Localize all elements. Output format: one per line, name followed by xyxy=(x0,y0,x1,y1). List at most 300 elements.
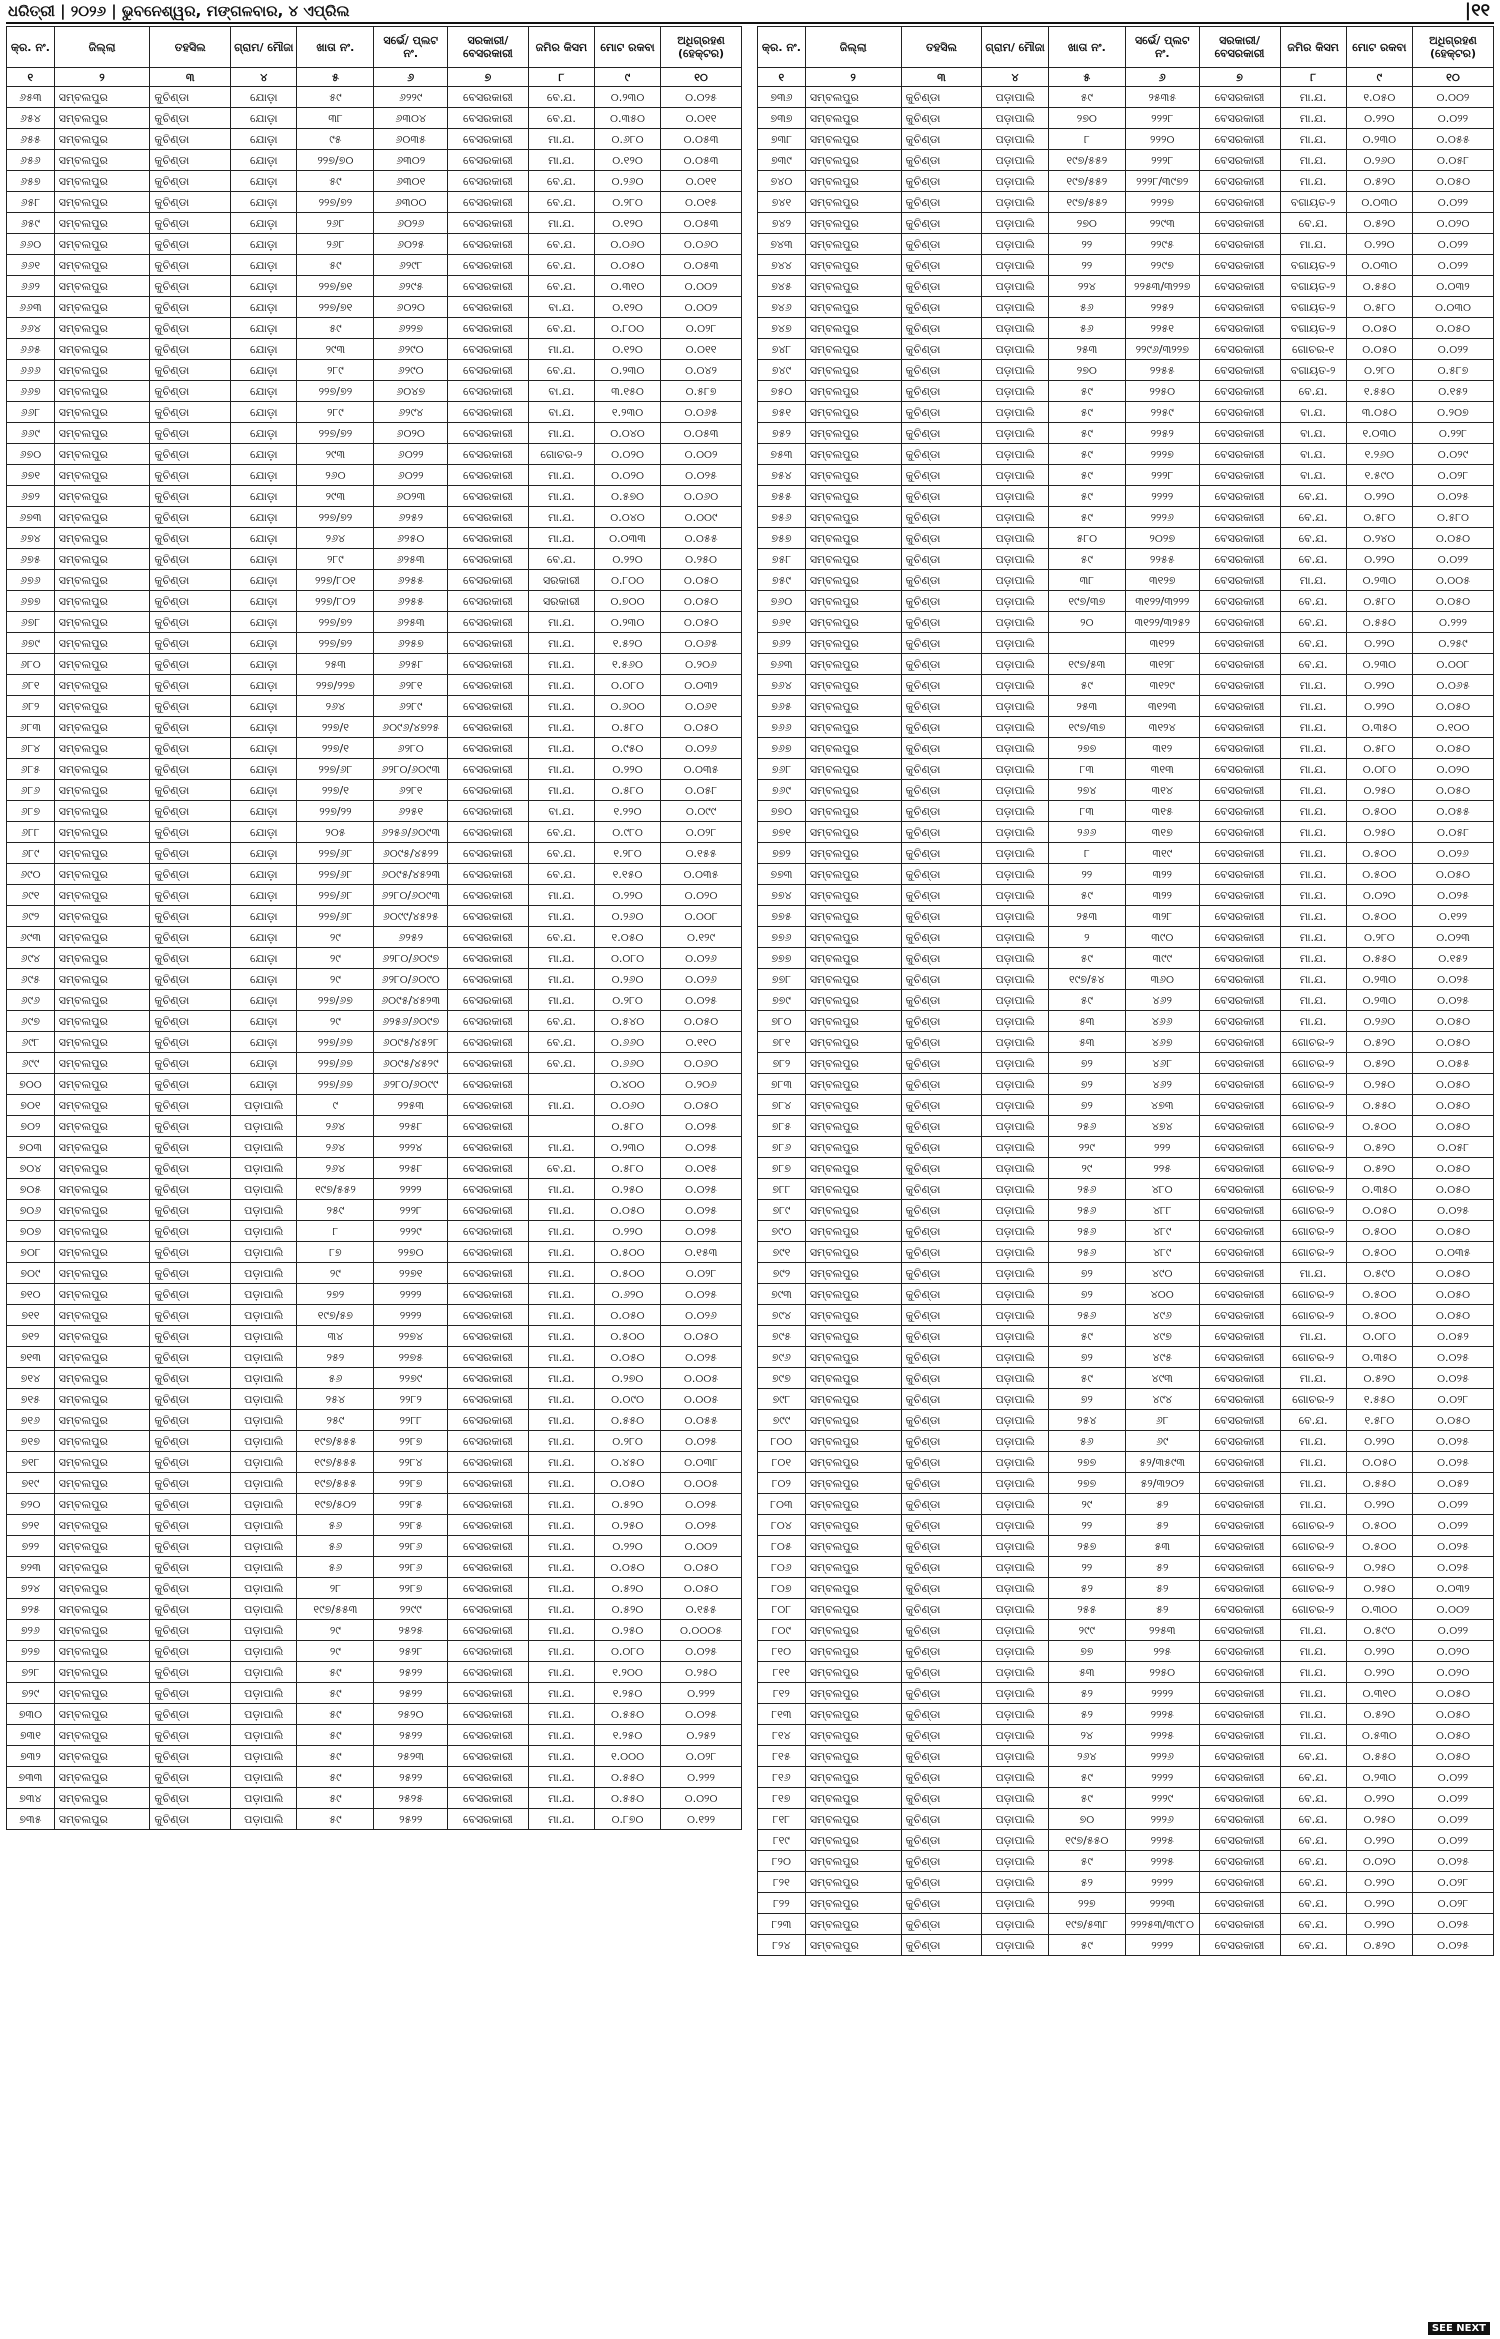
table-cell: ୭୨୪ xyxy=(7,1578,55,1599)
table-row xyxy=(7,1095,742,1116)
table-cell: ୭୫୭ xyxy=(758,528,806,549)
table-cell: ୦.୨୨୦ xyxy=(594,759,660,780)
table-cell: ସମ୍ବଲପୁର xyxy=(805,717,901,738)
table-cell: ସମ୍ବଲପୁର xyxy=(54,1557,150,1578)
table-cell: ୭୨୫ xyxy=(7,1599,55,1620)
table-cell: ବେସରକାରୀ xyxy=(1199,1536,1280,1557)
table-cell: ୦.୦୨୨ xyxy=(1412,1620,1493,1641)
table-cell: ଗୋଚର-୨ xyxy=(1280,1200,1346,1221)
table-cell: ୭୫୪ xyxy=(758,465,806,486)
table-cell: ୩୮ xyxy=(297,108,374,129)
table-cell: ୮୦୭ xyxy=(758,1578,806,1599)
table-cell: ମା.ଯ. xyxy=(1280,129,1346,150)
table-cell: ବେସରକାରୀ xyxy=(1199,87,1280,108)
table-cell: ୮ xyxy=(297,1221,374,1242)
table-cell: ୦.୫୨୦ xyxy=(1346,171,1412,192)
table-cell: ୨୫୯ xyxy=(297,1410,374,1431)
table-cell: ବେସରକାରୀ xyxy=(1199,423,1280,444)
table-cell: ପଡ଼ାପାଲି xyxy=(231,1095,297,1116)
table-cell: ୭୪୭ xyxy=(758,318,806,339)
table-cell: ସମ୍ବଲପୁର xyxy=(805,738,901,759)
table-row xyxy=(7,129,742,150)
table-cell: ଯୋଡ଼ା xyxy=(231,150,297,171)
table-cell: ମା.ଯ. xyxy=(1280,759,1346,780)
table-cell: ୨୭୭ xyxy=(1048,1452,1125,1473)
table-cell: ୦.୦୫୦ xyxy=(1412,738,1493,759)
table-row xyxy=(7,1599,742,1620)
table-cell: ପଡ଼ାପାଲି xyxy=(982,381,1048,402)
table-cell: ୦.୦୮୦ xyxy=(594,1641,660,1662)
table-cell: ୦.୦୫୦ xyxy=(1346,1200,1412,1221)
table-cell: ସମ୍ବଲପୁର xyxy=(805,1368,901,1389)
table-cell: ୬୮୧ xyxy=(7,675,55,696)
table-cell: ୩୧୨୪ xyxy=(1125,717,1199,738)
table-cell: ୧୯୭/୫୫୫ xyxy=(297,1431,374,1452)
table-cell: ୮୩ xyxy=(1048,759,1125,780)
table-cell: ୨୯୩ xyxy=(297,444,374,465)
table-cell: ବେସରକାରୀ xyxy=(1199,1914,1280,1935)
table-cell: ୦.୧୫୨ xyxy=(1412,948,1493,969)
table-row xyxy=(758,1263,1494,1284)
table-cell: ୦.୨୦୬ xyxy=(661,654,742,675)
table-cell: ଗୋଚର-୨ xyxy=(1280,1536,1346,1557)
table-cell: କୁଚିଣ୍ଡା xyxy=(150,612,231,633)
table-cell: ୦.୫୭୦ xyxy=(594,486,660,507)
table-cell: ବେସରକାରୀ xyxy=(447,1452,528,1473)
table-cell: ପଡ଼ାପାଲି xyxy=(982,570,1048,591)
table-cell: ସମ୍ବଲପୁର xyxy=(805,1704,901,1725)
table-cell: ବେସରକାରୀ xyxy=(1199,843,1280,864)
table-cell: ୨୨୨୨ xyxy=(1125,1683,1199,1704)
table-cell: ୨୮ xyxy=(297,1578,374,1599)
table-cell: ସମ୍ବଲପୁର xyxy=(805,801,901,822)
table-cell: ସମ୍ବଲପୁର xyxy=(805,1389,901,1410)
table-cell: ୦.୦୫୦ xyxy=(1412,1725,1493,1746)
table-cell: ୫୨ xyxy=(1125,1557,1199,1578)
table-cell: ୭୩୪ xyxy=(7,1788,55,1809)
table-row xyxy=(758,1767,1494,1788)
table-cell: ପଡ଼ାପାଲି xyxy=(982,87,1048,108)
table-row xyxy=(7,1011,742,1032)
table-cell: କୁଚିଣ୍ଡା xyxy=(901,885,982,906)
table-cell: ମା.ଯ. xyxy=(1280,780,1346,801)
table-cell: ୪୬୨ xyxy=(1125,990,1199,1011)
table-cell: କୁଚିଣ୍ଡା xyxy=(901,780,982,801)
table-cell: ୦.୫୪୦ xyxy=(594,1011,660,1032)
table-cell: ୧.୫୯୦ xyxy=(1346,465,1412,486)
table-cell: ଯୋଡ଼ା xyxy=(231,633,297,654)
table-cell: ବେସରକାରୀ xyxy=(1199,1158,1280,1179)
table-cell: ୫୨ xyxy=(1048,1578,1125,1599)
table-cell: ୬୭୮ xyxy=(7,612,55,633)
table-cell: ୭୮୭ xyxy=(758,1158,806,1179)
table-cell: ପଡ଼ାପାଲି xyxy=(982,1935,1048,1956)
table-cell: ୦.୦୨୫ xyxy=(661,990,742,1011)
table-cell: ୨୨୭/୨୨୭ xyxy=(297,675,374,696)
table-cell: ମା.ଯ. xyxy=(528,780,594,801)
table-cell: ୦.୦୨୨ xyxy=(1412,1767,1493,1788)
table-cell: ସମ୍ବଲପୁର xyxy=(54,129,150,150)
table-cell: ୦.୦୦୨ xyxy=(1412,1599,1493,1620)
table-cell: ପଡ଼ାପାଲି xyxy=(982,1473,1048,1494)
land-table-left xyxy=(6,26,742,1830)
table-cell: ୨୭୦ xyxy=(1048,108,1125,129)
table-cell: ବେ.ଯ. xyxy=(528,276,594,297)
table-cell: ୨୨୨୨ xyxy=(1125,1935,1199,1956)
table-row xyxy=(758,1431,1494,1452)
table-cell: ପଡ଼ାପାଲି xyxy=(982,276,1048,297)
table-cell: ବେସରକାରୀ xyxy=(1199,276,1280,297)
table-cell: ୦.୦୦୨ xyxy=(661,297,742,318)
table-cell: କୁଚିଣ୍ଡା xyxy=(901,1704,982,1725)
table-cell: ବେସରକାରୀ xyxy=(447,1599,528,1620)
table-row xyxy=(758,318,1494,339)
table-cell: ୦.୦୬୧ xyxy=(661,696,742,717)
table-cell: ସମ୍ବଲପୁର xyxy=(54,906,150,927)
table-cell: ୨୨୭/୭୨ xyxy=(297,423,374,444)
table-cell: ୦.୦୫୩ xyxy=(661,213,742,234)
table-cell: କୁଚିଣ୍ଡା xyxy=(150,1200,231,1221)
table-cell: ୦.୩୫୦ xyxy=(594,108,660,129)
table-cell: କୁଚିଣ୍ଡା xyxy=(150,1431,231,1452)
table-cell: ଯୋଡ଼ା xyxy=(231,612,297,633)
table-cell: ୨୨୭/୬୮ xyxy=(297,864,374,885)
table-cell: ପଡ଼ାପାଲି xyxy=(982,234,1048,255)
table-cell: ୪୮୦ xyxy=(1125,1179,1199,1200)
table-cell: ୫୨/୩୨୦୨ xyxy=(1125,1473,1199,1494)
table-cell: ୦.୧୫୨ xyxy=(1412,381,1493,402)
table-cell: ବେସରକାରୀ xyxy=(447,108,528,129)
table-cell: ବେସରକାରୀ xyxy=(1199,1452,1280,1473)
table-row xyxy=(758,717,1494,738)
table-cell: ପଡ଼ାପାଲି xyxy=(231,1389,297,1410)
table-cell: ସମ୍ବଲପୁର xyxy=(805,948,901,969)
table-cell: ମା.ଯ. xyxy=(528,1137,594,1158)
table-cell: ୦.୫୨୦ xyxy=(1346,1935,1412,1956)
table-cell: କୁଚିଣ୍ଡା xyxy=(150,822,231,843)
table-cell: ୦.୦୬୦ xyxy=(594,1095,660,1116)
table-cell: ବେସରକାରୀ xyxy=(447,675,528,696)
table-cell: ସମ୍ବଲପୁର xyxy=(805,927,901,948)
table-cell: ବେସରକାରୀ xyxy=(447,1389,528,1410)
table-cell: ୦.୦୨୩ xyxy=(1412,927,1493,948)
table-cell: ୦.୨୨୦ xyxy=(1346,675,1412,696)
table-cell: କୁଚିଣ୍ଡା xyxy=(901,612,982,633)
table-cell: ୭୧୫ xyxy=(7,1389,55,1410)
table-cell: ସମ୍ବଲପୁର xyxy=(54,1263,150,1284)
table-cell: ୭୫୩ xyxy=(758,444,806,465)
table-cell: ମା.ଯ. xyxy=(528,1725,594,1746)
table-cell: ୭୦୩ xyxy=(7,1137,55,1158)
table-cell: ୫୯ xyxy=(297,171,374,192)
table-cell: ୨୨୨୫ xyxy=(1125,1704,1199,1725)
table-row xyxy=(7,1368,742,1389)
table-row xyxy=(7,444,742,465)
table-cell: କୁଚିଣ୍ଡା xyxy=(901,801,982,822)
table-cell: ୭୨୩ xyxy=(7,1557,55,1578)
table-cell: ବେସରକାରୀ xyxy=(1199,234,1280,255)
table-row xyxy=(758,1536,1494,1557)
table-cell: ୦.୨୬୦ xyxy=(594,969,660,990)
table-row xyxy=(7,675,742,696)
table-cell: ୬୫୭ xyxy=(7,171,55,192)
table-cell: ୩୧୫ xyxy=(1125,801,1199,822)
table-cell: ବେସରକାରୀ xyxy=(1199,150,1280,171)
table-cell: ସମ୍ବଲପୁର xyxy=(805,1032,901,1053)
table-cell: ୦.୦୨୨ xyxy=(1412,1788,1493,1809)
table-cell: ୨୨୫୮ xyxy=(374,1116,448,1137)
table-cell: ବେସରକାରୀ xyxy=(1199,738,1280,759)
table-cell: କୁଚିଣ୍ଡା xyxy=(150,633,231,654)
table-cell: ୦.୦୨୫ xyxy=(661,1515,742,1536)
table-cell: ୨୨୫୯ xyxy=(1125,402,1199,423)
table-cell: ୦.୫୮୦ xyxy=(594,1116,660,1137)
table-cell: ୦.୦୨୫ xyxy=(661,1116,742,1137)
table-cell: ୨୨୨୯ xyxy=(374,1221,448,1242)
table-row xyxy=(7,1410,742,1431)
table-cell: ସମ୍ବଲପୁର xyxy=(54,486,150,507)
table-cell: ୬୩୦୧ xyxy=(374,171,448,192)
table-cell: ୦.୫୮୦ xyxy=(594,717,660,738)
table-cell: ୭୧୦ xyxy=(7,1284,55,1305)
table-cell: ବେସରକାରୀ xyxy=(1199,444,1280,465)
table-cell: ୦.୦୫୦ xyxy=(1412,696,1493,717)
table-cell: ୨୨୭/୬୮ xyxy=(297,759,374,780)
table-cell: କୁଚିଣ୍ଡା xyxy=(150,1011,231,1032)
table-cell: ୦.୦୨୫ xyxy=(661,1704,742,1725)
table-cell: ମା.ଯ. xyxy=(528,1263,594,1284)
table-cell: ବେସରକାରୀ xyxy=(1199,633,1280,654)
table-cell: ଯୋଡ଼ା xyxy=(231,654,297,675)
table-cell: କୁଚିଣ୍ଡା xyxy=(150,108,231,129)
header-row xyxy=(7,27,742,68)
table-cell: ୨୨୭/୭୨ xyxy=(297,612,374,633)
table-row xyxy=(7,780,742,801)
table-cell: ବେସରକାରୀ xyxy=(447,87,528,108)
table-cell: ୫୩ xyxy=(1048,1032,1125,1053)
table-cell: କୁଚିଣ୍ଡା xyxy=(150,486,231,507)
table-cell: ବେ.ଯ. xyxy=(1280,1746,1346,1767)
table-cell: କୁଚିଣ୍ଡା xyxy=(901,570,982,591)
table-cell: ୦.୦୨୨ xyxy=(1412,339,1493,360)
column-header: ଖାତା ନଂ. xyxy=(1048,27,1125,68)
table-cell: ୦.୨୨୦ xyxy=(594,885,660,906)
table-cell: ମା.ଯ. xyxy=(528,1368,594,1389)
table-row xyxy=(758,1137,1494,1158)
table-cell: ସମ୍ବଲପୁର xyxy=(54,1431,150,1452)
table-cell: ୦.୫୦୦ xyxy=(1346,1305,1412,1326)
table-cell: କୁଚିଣ୍ଡା xyxy=(150,864,231,885)
table-cell: ସମ୍ବଲପୁର xyxy=(54,1725,150,1746)
table-cell: ଯୋଡ଼ା xyxy=(231,570,297,591)
table-cell: ସମ୍ବଲପୁର xyxy=(805,192,901,213)
table-cell: ବେସରକାରୀ xyxy=(447,759,528,780)
table-cell: ଗୋଚର-୨ xyxy=(1280,1557,1346,1578)
table-cell: ୦.୦୨୦ xyxy=(1412,1641,1493,1662)
table-cell: ୫୨ xyxy=(1048,1872,1125,1893)
table-cell: ୦.୨୫୯ xyxy=(1412,633,1493,654)
table-cell: ମା.ଯ. xyxy=(528,1641,594,1662)
table-cell: ୮୧୧ xyxy=(758,1662,806,1683)
table-row xyxy=(7,1431,742,1452)
table-cell: ୦.୧୦୦ xyxy=(1412,717,1493,738)
table-cell: ୨୨୫୧ xyxy=(1125,318,1199,339)
table-row xyxy=(758,1179,1494,1200)
table-cell: ୫୯ xyxy=(1048,423,1125,444)
table-cell: ସମ୍ବଲପୁର xyxy=(54,171,150,192)
table-cell: ୪୬୬ xyxy=(1125,1011,1199,1032)
table-cell: ବେସରକାରୀ xyxy=(447,1200,528,1221)
table-cell: ୬୩୦୪ xyxy=(374,108,448,129)
table-cell: ୬୬୨ xyxy=(7,276,55,297)
table-cell: ୧.୦୩୦ xyxy=(1346,423,1412,444)
table-cell: ବେସରକାରୀ xyxy=(447,1431,528,1452)
table-cell: ୧.୨୩୦ xyxy=(594,402,660,423)
table-cell: ପଡ଼ାପାଲି xyxy=(982,1452,1048,1473)
table-cell: ୦.୯୫୦ xyxy=(594,738,660,759)
table-cell: ୭୮୦ xyxy=(758,1011,806,1032)
table-row xyxy=(758,927,1494,948)
table-cell: ପଡ଼ାପାଲି xyxy=(982,1305,1048,1326)
table-cell: ୬୦୯୫/୪୫୨୩ xyxy=(374,864,448,885)
table-cell: ୫୬ xyxy=(1048,1431,1125,1452)
table-cell: ସମ୍ବଲପୁର xyxy=(54,339,150,360)
table-cell: ୦.୨୨୨ xyxy=(1412,612,1493,633)
table-cell: ଗୋଚର-୨ xyxy=(1280,1221,1346,1242)
table-cell: ସମ୍ବଲପୁର xyxy=(805,1851,901,1872)
table-cell: କୁଚିଣ୍ଡା xyxy=(150,738,231,759)
table-cell: ୨୮୯ xyxy=(297,549,374,570)
table-cell: ବେସରକାରୀ xyxy=(1199,759,1280,780)
table-cell: ସମ୍ବଲପୁର xyxy=(54,1641,150,1662)
table-cell: ବେସରକାରୀ xyxy=(447,612,528,633)
table-cell: କୁଚିଣ୍ଡା xyxy=(901,360,982,381)
column-number: ୭ xyxy=(1199,68,1280,87)
table-row xyxy=(758,948,1494,969)
table-cell: ୬୨୫୮ xyxy=(374,654,448,675)
table-cell: ଯୋଡ଼ା xyxy=(231,696,297,717)
table-row xyxy=(7,549,742,570)
table-cell: କୁଚିଣ୍ଡା xyxy=(901,192,982,213)
table-cell: ସମ୍ବଲପୁର xyxy=(805,1599,901,1620)
table-cell: ୫୯ xyxy=(297,1704,374,1725)
table-cell: ୬୦୯୯/୪୫୨୫ xyxy=(374,906,448,927)
table-cell: ୬୫୪ xyxy=(7,108,55,129)
table-cell: ମା.ଯ. xyxy=(1280,822,1346,843)
table-cell: ବା.ଯ. xyxy=(528,381,594,402)
table-cell: ୬୨୫୦ xyxy=(374,528,448,549)
table-cell: ୦.୨୦୭ xyxy=(1412,402,1493,423)
table-cell: କୁଚିଣ୍ଡା xyxy=(901,381,982,402)
table-cell: ଯୋଡ଼ା xyxy=(231,1011,297,1032)
table-cell: କୁଚିଣ୍ଡା xyxy=(150,591,231,612)
table-cell: ପଡ଼ାପାଲି xyxy=(982,1431,1048,1452)
table-cell: କୁଚିଣ୍ଡା xyxy=(150,1704,231,1725)
table-cell: ମା.ଯ. xyxy=(1280,843,1346,864)
table-cell: କୁଚିଣ୍ଡା xyxy=(901,759,982,780)
table-cell: ସମ୍ବଲପୁର xyxy=(805,990,901,1011)
table-cell: ୨୨୭ xyxy=(1048,1893,1125,1914)
table-row xyxy=(7,465,742,486)
table-cell: ବେସରକାରୀ xyxy=(447,507,528,528)
table-cell: ୦.୦୦୨ xyxy=(661,1536,742,1557)
table-cell: ୫୬ xyxy=(297,1557,374,1578)
table-cell: ସମ୍ବଲପୁର xyxy=(805,1893,901,1914)
table-cell: ୦.୦୨୮ xyxy=(661,822,742,843)
table-cell: ମା.ଯ. xyxy=(528,1284,594,1305)
table-row xyxy=(7,717,742,738)
table-cell: ୨୨୨ xyxy=(1125,1137,1199,1158)
table-cell: କୁଚିଣ୍ଡା xyxy=(901,444,982,465)
table-cell: ବେ.ଯ. xyxy=(1280,1914,1346,1935)
table-cell: ୭୩୮ xyxy=(758,129,806,150)
table-cell: ୫୯ xyxy=(1048,1767,1125,1788)
table-cell: ୨୨୮୭ xyxy=(374,1473,448,1494)
table-cell: ବେସରକାରୀ xyxy=(447,486,528,507)
table-cell: ୨୨୫୦ xyxy=(1125,1662,1199,1683)
table-cell: ପଡ଼ାପାଲି xyxy=(231,1410,297,1431)
table-cell: ୪୬୨ xyxy=(1125,1074,1199,1095)
table-cell: ୧.୨୨୦ xyxy=(594,801,660,822)
table-cell: ସମ୍ବଲପୁର xyxy=(805,339,901,360)
table-cell: ମା.ଯ. xyxy=(528,1620,594,1641)
table-cell: ବେସରକାରୀ xyxy=(447,1011,528,1032)
table-cell: ୦.୨୩୦ xyxy=(594,360,660,381)
table-cell: ୯୫ xyxy=(297,129,374,150)
page-number: |୧୧ xyxy=(1464,0,1490,21)
table-cell: କୁଚିଣ୍ଡା xyxy=(901,1116,982,1137)
table-cell: ଗୋଚର-୨ xyxy=(1280,1284,1346,1305)
table-row xyxy=(758,1473,1494,1494)
table-cell: ପଡ଼ାପାଲି xyxy=(982,1242,1048,1263)
table-cell: ୫୯ xyxy=(1048,885,1125,906)
table-cell: ପଡ଼ାପାଲି xyxy=(982,1746,1048,1767)
table-row xyxy=(7,570,742,591)
column-number: ୪ xyxy=(231,68,297,87)
table-cell: ସମ୍ବଲପୁର xyxy=(805,213,901,234)
table-cell: ଗୋଚର-୨ xyxy=(1280,1116,1346,1137)
table-cell: କୁଚିଣ୍ଡା xyxy=(150,1326,231,1347)
table-cell: ୦.୫୮୦ xyxy=(594,780,660,801)
table-cell: ବଗାୟତ-୨ xyxy=(1280,360,1346,381)
table-cell: ସମ୍ବଲପୁର xyxy=(805,1725,901,1746)
table-cell: ୨୨୨୦ xyxy=(1125,129,1199,150)
table-cell: କୁଚିଣ୍ଡା xyxy=(150,906,231,927)
table-cell: ୦.୦୫୫ xyxy=(1412,801,1493,822)
table-cell: ୦.୦୫୦ xyxy=(1412,1263,1493,1284)
table-cell: ୨୨୨୨ xyxy=(374,1179,448,1200)
table-cell: ୨୨୨୬ xyxy=(1125,1746,1199,1767)
table-row xyxy=(758,213,1494,234)
table-cell: ବଗାୟତ-୨ xyxy=(1280,297,1346,318)
table-cell: ପଡ଼ାପାଲି xyxy=(982,402,1048,423)
table-cell: ୭୦୭ xyxy=(7,1221,55,1242)
table-cell: ସମ୍ବଲପୁର xyxy=(54,255,150,276)
table-row xyxy=(7,822,742,843)
table-cell: ୬୯୬ xyxy=(7,990,55,1011)
table-cell: ପଡ଼ାପାଲି xyxy=(982,969,1048,990)
table-cell: ୦.୭୦୦ xyxy=(594,591,660,612)
table-cell: ବେସରକାରୀ xyxy=(1199,675,1280,696)
table-cell: ୫୯ xyxy=(297,1809,374,1830)
table-row xyxy=(7,1242,742,1263)
table-cell: ବେସରକାରୀ xyxy=(447,1704,528,1725)
table-cell: ବେସରକାରୀ xyxy=(447,1410,528,1431)
table-cell: ମା.ଯ. xyxy=(1280,969,1346,990)
table-cell: ପଡ଼ାପାଲି xyxy=(231,1578,297,1599)
table-cell: ୦.୨୩୦ xyxy=(1346,1767,1412,1788)
table-cell: ୩୧୨୨/୩୨୫୨ xyxy=(1125,612,1199,633)
